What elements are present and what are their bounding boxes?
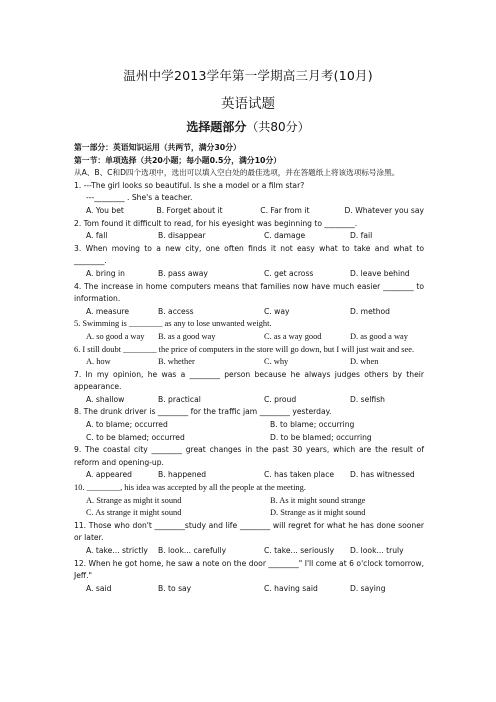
answer-option: C. As strange it might sound bbox=[86, 508, 182, 518]
answer-option: D. Whatever you say bbox=[344, 205, 424, 215]
answer-option: B. access bbox=[158, 306, 194, 316]
exam-content bbox=[74, 142, 424, 595]
question-stem: 10. ________, his idea was accepted by all the people at the meeting. bbox=[74, 483, 306, 493]
question-item bbox=[74, 281, 424, 319]
answer-option: D. selfish bbox=[350, 394, 385, 404]
answer-option: D. method bbox=[350, 306, 391, 316]
answer-option: A. appeared bbox=[86, 470, 132, 480]
question-stem: 1. ---The girl looks so beautiful. Is she a model or a film star? bbox=[74, 180, 305, 190]
answer-option: A. to blame; occurred bbox=[86, 420, 168, 430]
answer-option: C. take... seriously bbox=[264, 546, 335, 555]
option-row bbox=[74, 545, 424, 558]
question-item bbox=[74, 482, 424, 520]
question-item bbox=[74, 406, 424, 444]
answer-option: D. has witnessed bbox=[350, 470, 415, 480]
answer-option: A. Strange as might it sound bbox=[86, 495, 182, 505]
question-item bbox=[74, 218, 424, 243]
answer-option: B. pass away bbox=[158, 268, 208, 278]
option-row bbox=[74, 230, 424, 243]
answer-option: B. practical bbox=[158, 394, 201, 404]
question-stem: 11. Those who don't ________study and life ________ will regret for what he has done sooner or later. bbox=[74, 520, 424, 543]
part1-heading: 第一部分：英语知识运用（共两节，满分30分） bbox=[74, 143, 241, 152]
option-row bbox=[74, 507, 424, 520]
answer-option: D. look... truly bbox=[350, 546, 404, 555]
question-stem: 7. In my opinion, he was a ________ person because he always judges others by their appearance. bbox=[74, 369, 424, 392]
answer-option: A. fall bbox=[86, 231, 108, 241]
question-stem: 6. I still doubt ________ the price of computers in the store will go down, but I will just wait and see. bbox=[74, 344, 415, 354]
answer-option: A. said bbox=[86, 583, 112, 593]
question-item bbox=[74, 344, 424, 369]
answer-option: D. saying bbox=[350, 583, 386, 593]
option-row bbox=[74, 331, 424, 344]
part-score: （共80分） bbox=[246, 120, 310, 134]
question-item bbox=[74, 180, 424, 218]
section1-heading: 第一节：单项选择（共20小题；每小题0.5分，满分10分） bbox=[74, 155, 282, 165]
instructions: 从A、B、C和D四个选项中，选出可以填入空白处的最佳选项，并在答题纸上将该选项标号涂黑。 bbox=[74, 168, 400, 178]
part-heading bbox=[0, 118, 496, 135]
answer-option: D. Strange as it might sound bbox=[270, 508, 366, 518]
question-stem: 3. When moving to a new city, one often finds it not easy what to take and what to ________. bbox=[74, 243, 424, 266]
answer-option: A. You bet bbox=[86, 205, 124, 215]
answer-option: C. way bbox=[264, 306, 290, 316]
answer-option: C. proud bbox=[264, 394, 297, 404]
answer-option: B. look... carefully bbox=[158, 546, 227, 555]
question-list bbox=[74, 180, 424, 596]
option-row bbox=[74, 469, 424, 482]
answer-option: C. has taken place bbox=[264, 470, 335, 480]
answer-option: D. when bbox=[350, 357, 379, 367]
answer-option: B. happened bbox=[158, 470, 207, 480]
question-item bbox=[74, 558, 424, 596]
question-item bbox=[74, 243, 424, 281]
answer-option: A. measure bbox=[86, 306, 130, 316]
answer-option: B. to say bbox=[158, 583, 192, 593]
question-stem: 8. The drunk driver is ________ for the traffic jam ________ yesterday. bbox=[74, 407, 332, 417]
option-row bbox=[74, 394, 424, 407]
answer-option: C. having said bbox=[264, 583, 318, 593]
question-item bbox=[74, 520, 424, 558]
option-row bbox=[74, 356, 424, 369]
question-item bbox=[74, 369, 424, 407]
answer-option: B. to blame; occurring bbox=[270, 420, 355, 430]
question-stem: 9. The coastal city ________ great changes in the past 30 years, which are the result of reform and opening-up. bbox=[74, 445, 424, 467]
option-row bbox=[74, 268, 424, 281]
answer-option: A. shallow bbox=[86, 394, 125, 404]
answer-option: D. as good a way bbox=[350, 331, 408, 341]
subject-title: 英语试题 bbox=[221, 96, 275, 112]
answer-option: A. take... strictly bbox=[86, 546, 148, 555]
answer-option: D. to be blamed; occurring bbox=[270, 432, 372, 442]
answer-option: A. bring in bbox=[86, 268, 125, 278]
answer-option: D. leave behind bbox=[350, 268, 410, 278]
option-row bbox=[74, 432, 424, 445]
answer-option: B. as a good way bbox=[158, 331, 216, 341]
question-stem: 5. Swimming is ________ as any to lose unwanted weight. bbox=[74, 319, 272, 329]
answer-option: C. get across bbox=[264, 268, 314, 278]
answer-option: D. fail bbox=[350, 231, 373, 241]
question-stem: 4. The increase in home computers means that families now have much easier ________ to information. bbox=[74, 281, 424, 304]
answer-option: B. As it might sound strange bbox=[270, 495, 366, 505]
answer-option: B. whether bbox=[158, 357, 195, 367]
question-stem: ---________ . She's a teacher. bbox=[86, 193, 193, 203]
answer-option: C. damage bbox=[264, 231, 306, 241]
option-row bbox=[74, 583, 424, 596]
question-item bbox=[74, 318, 424, 343]
question-stem: 12. When he got home, he saw a note on the door ________" I'll come at 6 o'clock tomorrow, Jeff." bbox=[74, 558, 424, 581]
option-row bbox=[74, 205, 424, 218]
answer-option: A. how bbox=[86, 357, 111, 367]
option-row bbox=[74, 419, 424, 432]
option-row bbox=[74, 495, 424, 508]
answer-option: B. Forget about it bbox=[156, 205, 223, 215]
question-item bbox=[74, 444, 424, 482]
option-row bbox=[74, 306, 424, 319]
part-title: 选择题部分 bbox=[186, 120, 247, 134]
exam-title: 温州中学2013学年第一学期高三月考(10月) bbox=[123, 68, 373, 83]
answer-option: C. why bbox=[264, 357, 289, 367]
answer-option: A. so good a way bbox=[86, 331, 145, 341]
answer-option: C. Far from it bbox=[260, 205, 310, 215]
answer-option: B. disappear bbox=[158, 231, 206, 241]
answer-option: C. to be blamed; occurred bbox=[86, 432, 185, 442]
answer-option: C. as a way good bbox=[264, 331, 322, 341]
question-stem: 2. Tom found it difficult to read, for his eyesight was beginning to ________. bbox=[74, 218, 358, 228]
